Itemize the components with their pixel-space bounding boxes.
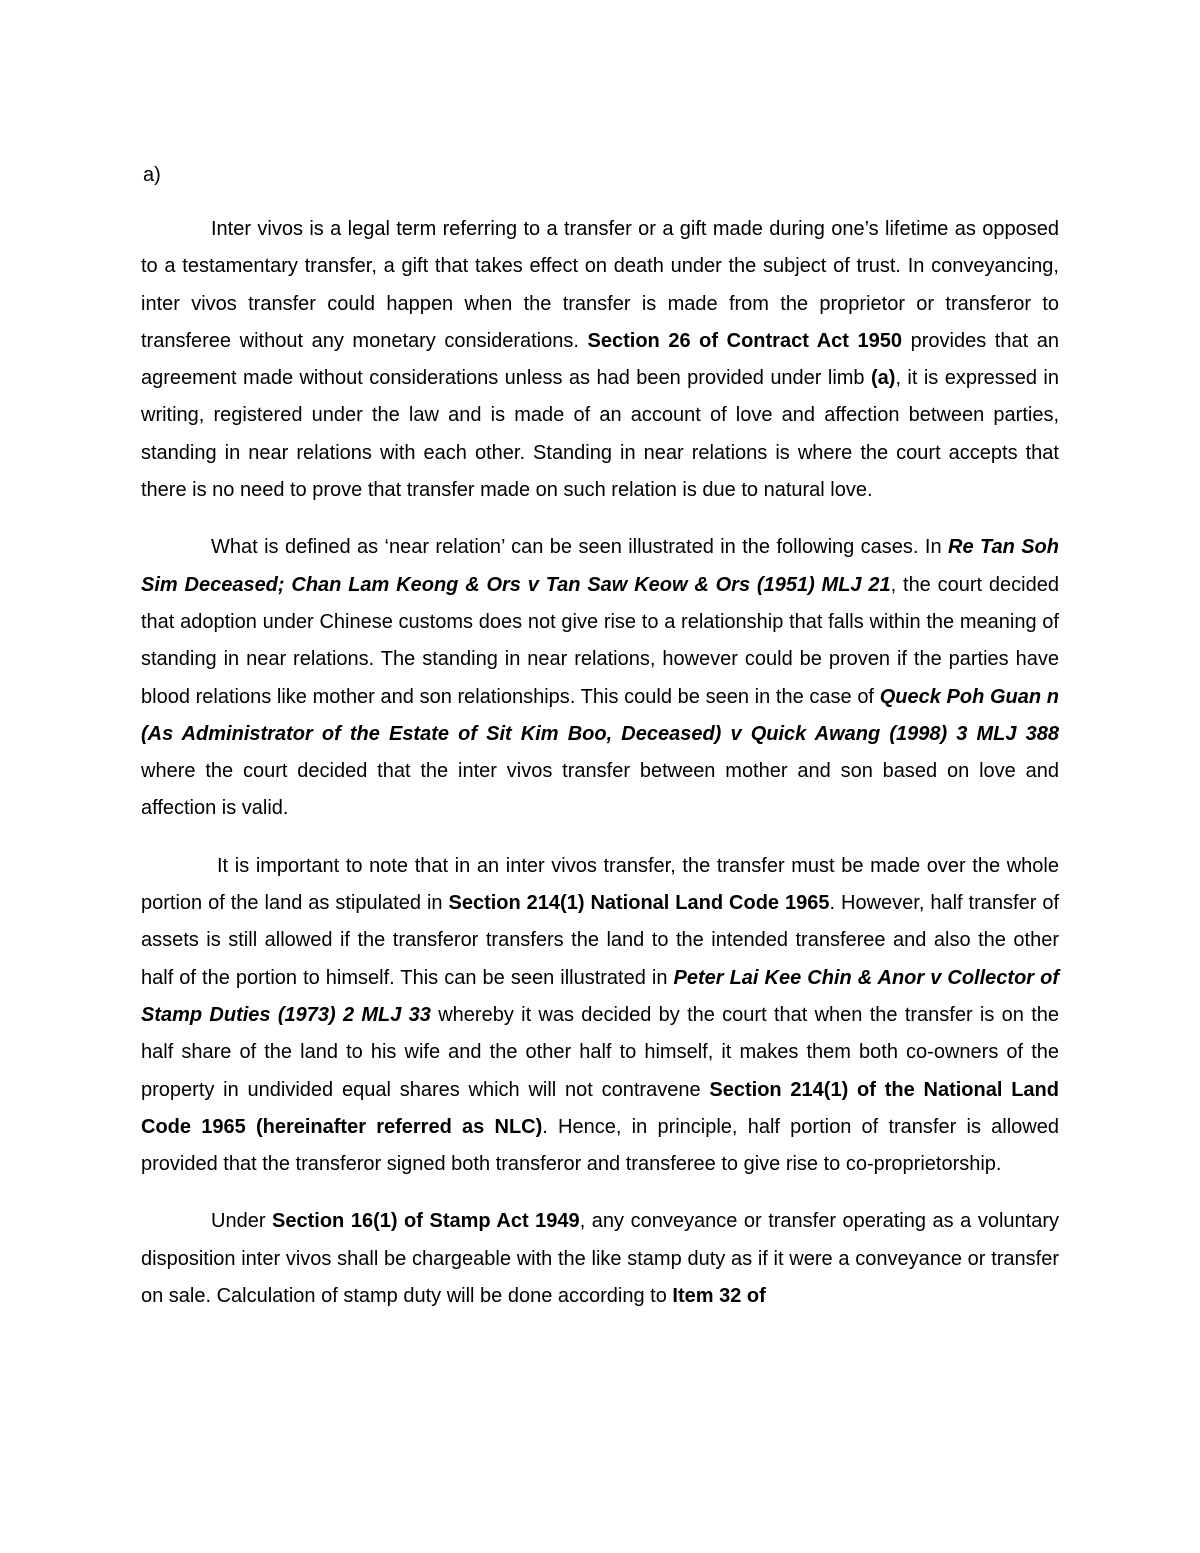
section-heading: a) xyxy=(143,164,161,186)
text-run: It is important to note that in an inter vivos transfer, the transfer must be made over the whole portion of the land as stipulated in xyxy=(141,854,1059,915)
text-run: , it is expressed in writing, registered under the law and is made of an account of love and affection between parties, standing in near relations with each other. Standing in near relations is where the court accepts that there is no need to prove that transfer made on such relation is due to natural love. xyxy=(141,367,1059,502)
statute-reference: Section 16(1) of Stamp Act 1949 xyxy=(272,1210,580,1233)
text-run: whereby it was decided by the court that when the transfer is on the half share of the land to his wife and the other half to himself, it makes them both co-owners of the property in undivided equal shares which will not contravene xyxy=(141,1003,1060,1101)
case-citation: Peter Lai Kee Chin & Anor v Collector of Stamp Duties (1973) 2 MLJ 33 xyxy=(141,966,1060,1026)
item-reference: Item 32 of xyxy=(672,1285,766,1308)
text-run: . Hence, in principle, half portion of transfer is allowed provided that the transferor signed both transferor and transferee to give rise to co-proprietorship. xyxy=(141,1115,1059,1176)
paragraph-stamp-act xyxy=(141,1203,1059,1315)
document-body xyxy=(141,211,1059,1315)
case-citation: Re Tan Soh Sim Deceased; Chan Lam Keong & Ors v Tan Saw Keow & Ors (1951) MLJ 21 xyxy=(141,536,1059,596)
limb-reference: (a) xyxy=(870,367,896,390)
paragraph-near-relation xyxy=(141,529,1059,827)
statute-reference: Section 26 of Contract Act 1950 xyxy=(587,329,903,352)
text-run: . However, half transfer of assets is still allowed if the transferor transfers the land to the intended transferee and also the other half of the portion to himself. This can be seen illustrated in xyxy=(141,892,1059,989)
case-citation: Queck Poh Guan n (As Administrator of the Estate of Sit Kim Boo, Deceased) v Quick Awang (1998) 3 MLJ 388 xyxy=(141,685,1059,745)
paragraph-whole-portion xyxy=(141,848,1059,1184)
text-run: provides that an agreement made without considerations unless as had been provided under limb xyxy=(141,329,1059,390)
statute-reference: Section 214(1) National Land Code 1965 xyxy=(448,892,830,915)
text-run: What is defined as ‘near relation’ can be seen illustrated in the following cases. In xyxy=(211,536,948,559)
text-run: Under xyxy=(211,1210,273,1233)
text-run: , the court decided that adoption under Chinese customs does not give rise to a relationship that falls within the meaning of standing in near relations. The standing in near relations, however could be proven if the parties have blood relations like mother and son relationships. This could be seen in the case of xyxy=(141,573,1059,708)
text-run: Inter vivos is a legal term referring to a transfer or a gift made during one’s lifetime as opposed to a testamentary transfer, a gift that takes effect on death under the subject of trust. In conveyancing, inter vivos transfer could happen when the transfer is made from the proprietor or transferor to transferee without any monetary considerations. xyxy=(141,218,1059,352)
text-run: where the court decided that the inter vivos transfer between mother and son based on love and affection is valid. xyxy=(141,760,1059,820)
paragraph-inter-vivos-definition xyxy=(141,211,1059,509)
text-run: , any conveyance or transfer operating as a voluntary disposition inter vivos shall be chargeable with the like stamp duty as if it were a conveyance or transfer on sale. Calculation of stamp duty will be done according to xyxy=(141,1210,1060,1308)
statute-reference: Section 214(1) of the National Land Code 1965 (hereinafter referred as NLC) xyxy=(141,1078,1059,1138)
